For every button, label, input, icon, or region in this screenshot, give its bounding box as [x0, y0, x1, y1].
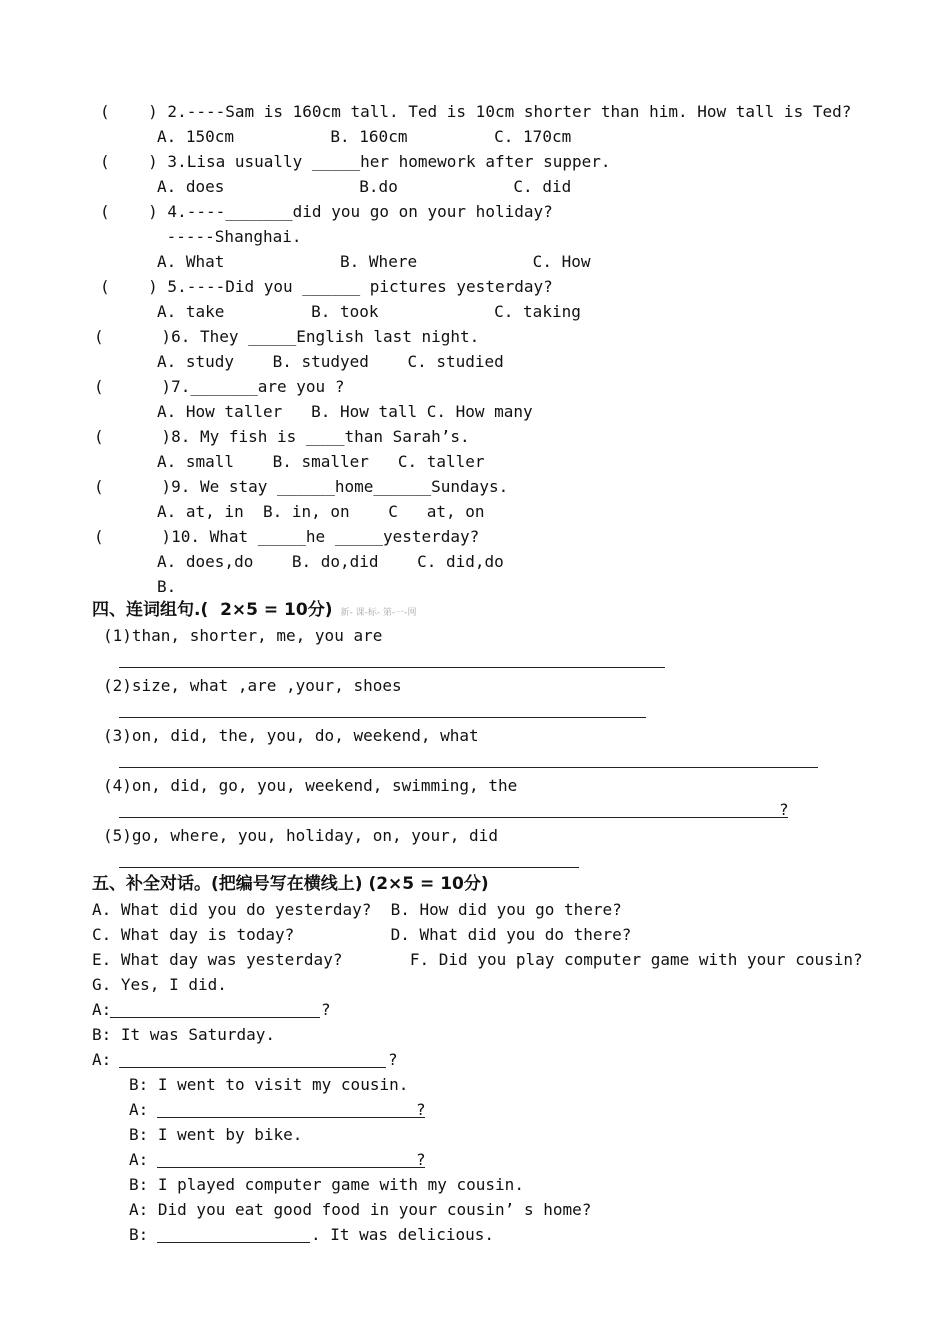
dialog-line-9: A: Did you eat good food in your cousin’ s home? — [129, 1200, 592, 1219]
answer-line-4[interactable] — [119, 817, 788, 818]
section-4-item-4: (4)on, did, go, you, weekend, swimming, the — [103, 776, 518, 795]
section-4-item-5: (5)go, where, you, holiday, on, your, did — [103, 826, 498, 845]
question-2: ( ) 2.----Sam is 160cm tall. Ted is 10cm shorter than him. How tall is Ted? — [100, 102, 852, 121]
dialog-blank-3[interactable] — [157, 1117, 425, 1118]
question-7-options: A. How taller B. How tall C. How many — [157, 402, 533, 421]
dialog-line-10-end: . It was delicious. — [311, 1225, 495, 1244]
question-10-options: A. does,do B. do,did C. did,do — [157, 552, 504, 571]
dialog-line-6: B: I went by bike. — [129, 1125, 303, 1144]
question-2-options: A. 150cm B. 160cm C. 170cm — [157, 127, 572, 146]
question-10: ( )10. What _____he _____yesterday? — [94, 527, 480, 546]
question-3: ( ) 3.Lisa usually _____her homework after supper. — [100, 152, 611, 171]
dialog-line-4: B: I went to visit my cousin. — [129, 1075, 409, 1094]
question-6-options: A. study B. studyed C. studied — [157, 352, 504, 371]
dialog-option-row-3: E. What day was yesterday? F. Did you play computer game with your cousin? — [92, 950, 863, 969]
question-3-options: A. does B.do C. did — [157, 177, 572, 196]
question-8: ( )8. My fish is ____than Sarah’s. — [94, 427, 470, 446]
question-9-options: A. at, in B. in, on C at, on — [157, 502, 485, 521]
dialog-option-row-1: A. What did you do yesterday? B. How did you go there? — [92, 900, 622, 919]
dialog-option-row-4: G. Yes, I did. — [92, 975, 227, 994]
question-mark: ? — [416, 1100, 426, 1119]
dialog-blank-4[interactable] — [157, 1167, 425, 1168]
answer-line-1[interactable] — [119, 667, 665, 668]
question-10-extra: B. — [157, 577, 177, 596]
question-mark: ? — [388, 1050, 398, 1069]
question-mark: ? — [779, 800, 789, 819]
question-7: ( )7._______are you ? — [94, 377, 345, 396]
section-4-item-1: (1)than, shorter, me, you are — [103, 626, 383, 645]
question-5: ( ) 5.----Did you ______ pictures yesterday? — [100, 277, 553, 296]
answer-line-5[interactable] — [119, 867, 579, 868]
dialog-line-2: B: It was Saturday. — [92, 1025, 276, 1044]
dialog-option-row-2: C. What day is today? D. What did you do there? — [92, 925, 632, 944]
section-4-item-3: (3)on, did, the, you, do, weekend, what — [103, 726, 479, 745]
dialog-line-3: A: — [92, 1050, 112, 1069]
dialog-line-7: A: — [129, 1150, 149, 1169]
dialog-line-10: B: — [129, 1225, 149, 1244]
question-4: ( ) 4.----_______did you go on your holiday? — [100, 202, 553, 221]
dialog-line-1: A: — [92, 1000, 112, 1019]
dialog-blank-5[interactable] — [157, 1242, 310, 1243]
watermark-text: 新- 课-标- 第-一-网 — [340, 608, 417, 618]
question-mark: ? — [416, 1150, 426, 1169]
answer-line-3[interactable] — [119, 767, 818, 768]
question-4-answer-line: -----Shanghai. — [157, 227, 302, 246]
dialog-line-5: A: — [129, 1100, 149, 1119]
question-5-options: A. take B. took C. taking — [157, 302, 581, 321]
question-mark: ? — [321, 1000, 331, 1019]
section-4-title: 四、连词组句.( 2×5 = 10分) 新- 课-标- 第-一-网 — [92, 600, 417, 620]
dialog-line-8: B: I played computer game with my cousin. — [129, 1175, 524, 1194]
dialog-blank-2[interactable] — [119, 1067, 386, 1068]
question-6: ( )6. They _____English last night. — [94, 327, 480, 346]
question-4-options: A. What B. Where C. How — [157, 252, 591, 271]
dialog-blank-1[interactable] — [110, 1017, 320, 1018]
question-8-options: A. small B. smaller C. taller — [157, 452, 485, 471]
question-9: ( )9. We stay ______home______Sundays. — [94, 477, 509, 496]
section-4-item-2: (2)size, what ,are ,your, shoes — [103, 676, 402, 695]
section-5-title: 五、补全对话。(把编号写在横线上) (2×5 = 10分) — [92, 874, 489, 894]
answer-line-2[interactable] — [119, 717, 646, 718]
